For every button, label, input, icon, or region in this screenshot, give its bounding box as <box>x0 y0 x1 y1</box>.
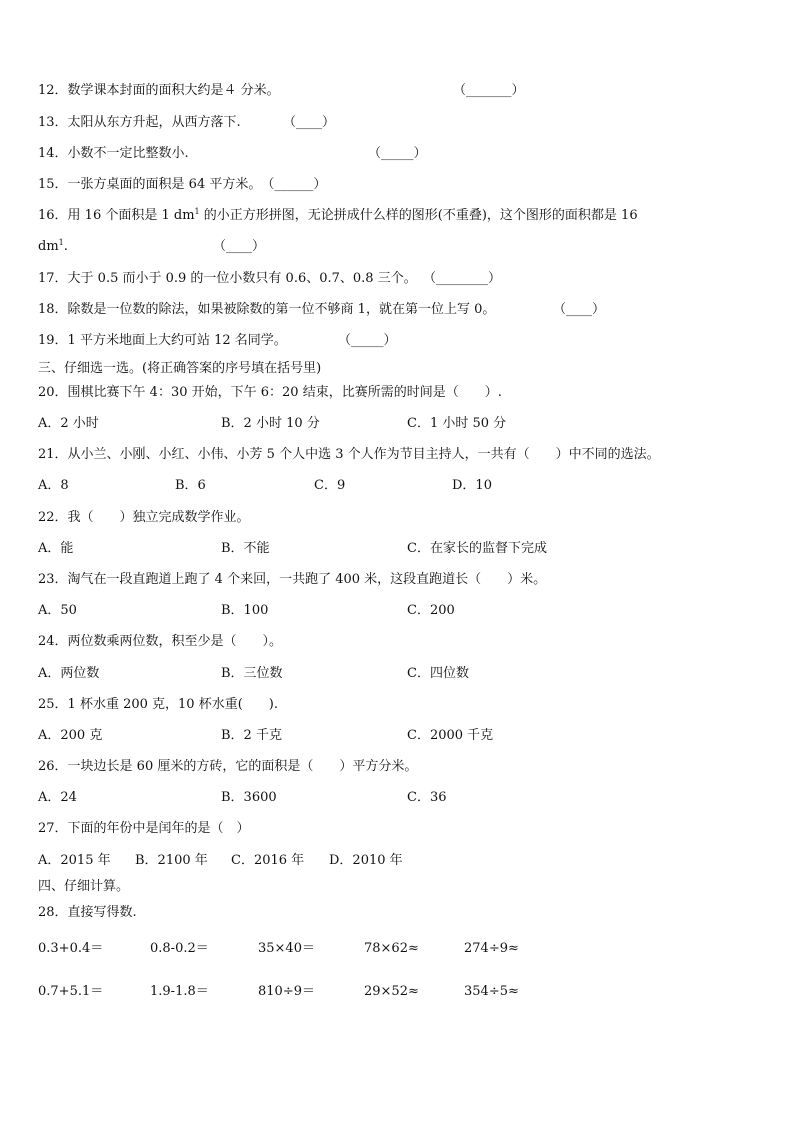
answer-blank[interactable]: （____） <box>553 302 606 317</box>
section-heading: 三、仔细选一选。(将正确答案的序号填在括号里) <box>38 361 322 376</box>
calc-row <box>38 983 758 1001</box>
calc-item: 810÷9＝ <box>258 984 315 999</box>
choice-option[interactable]: C．在家长的监督下完成 <box>407 541 547 556</box>
question-16: 16．用 16 个面积是 1 $dm^1$ 的小正方形拼图，无论拼成什么样的图形(不重叠)，这个图形的面积都是 16 <box>38 207 638 223</box>
choice-option[interactable]: B．三位数 <box>221 666 283 681</box>
choices-26 <box>38 789 758 807</box>
choice-option[interactable]: A．两位数 <box>38 666 100 681</box>
calc-item: 29×52≈ <box>364 984 419 999</box>
choice-option[interactable]: A．8 <box>38 478 69 493</box>
question-16-continued: $dm^1$. （____） <box>38 238 266 254</box>
choice-option[interactable]: A．2 小时 <box>38 416 99 431</box>
question-12: 12．数学课本封面的面积大约是４ 分米。 （_______） <box>38 83 525 98</box>
choices-23 <box>38 602 758 620</box>
calc-item: 274÷9≈ <box>464 941 519 956</box>
calc-item: 354÷5≈ <box>464 984 519 999</box>
answer-blank[interactable]: （______） <box>261 177 327 192</box>
section-heading: 四、仔细计算。 <box>38 879 130 894</box>
choice-option[interactable]: C．36 <box>407 790 447 805</box>
question-28: 28．直接写得数. <box>38 905 137 920</box>
question-23: 23．淘气在一段直跑道上跑了 4 个来回，一共跑了 400 米，这段直跑道长（ ）米。 <box>38 572 547 587</box>
question-13: 13．太阳从东方升起，从西方落下. （____） <box>38 115 336 130</box>
choice-option[interactable]: C．9 <box>314 478 346 493</box>
answer-blank[interactable]: （________） <box>423 271 502 286</box>
choices-20 <box>38 415 758 433</box>
question-27: 27．下面的年份中是闰年的是（ ） <box>38 821 250 836</box>
choice-option[interactable]: B．不能 <box>221 541 270 556</box>
choice-option[interactable]: B．6 <box>175 478 206 493</box>
choices-22 <box>38 540 758 558</box>
choices-25 <box>38 727 758 745</box>
calc-item: 1.9-1.8＝ <box>150 984 209 999</box>
choice-option[interactable]: A．24 <box>38 790 77 805</box>
question-14: 14．小数不一定比整数小. （_____） <box>38 146 427 161</box>
question-20: 20．围棋比赛下午 4：30 开始，下午 6：20 结束，比赛所需的时间是（ ）. <box>38 385 502 400</box>
choice-option[interactable]: A．200 克 <box>38 728 103 743</box>
choice-option[interactable]: A．50 <box>38 603 77 618</box>
choice-option[interactable]: C．200 <box>407 603 455 618</box>
choices-24 <box>38 665 758 683</box>
question-21: 21．从小兰、小刚、小红、小伟、小芳 5 个人中选 3 个人作为节目主持人，一共有（ ）中不同的选法。 <box>38 447 660 462</box>
question-18: 18．除数是一位数的除法，如果被除数的第一位不够商 1，就在第一位上写 0。 （____） <box>38 302 606 317</box>
question-22: 22．我（ ）独立完成数学作业。 <box>38 510 250 525</box>
choice-option[interactable]: C．四位数 <box>407 666 469 681</box>
choice-option[interactable]: B．2100 年 <box>135 853 208 868</box>
choices-27 <box>38 852 758 870</box>
choice-option[interactable]: A．能 <box>38 541 74 556</box>
answer-blank[interactable]: （_______） <box>453 83 525 98</box>
choice-option[interactable]: B．2 千克 <box>221 728 282 743</box>
calc-item: 35×40＝ <box>258 941 315 956</box>
choice-option[interactable]: C．2000 千克 <box>407 728 494 743</box>
question-17: 17．大于 0.5 而小于 0.9 的一位小数只有 0.6、0.7、0.8 三个。 （________） <box>38 271 502 286</box>
question-15: 15．一张方桌面的面积是 64 平方米。（______） <box>38 177 327 192</box>
choice-option[interactable]: B．100 <box>221 603 269 618</box>
question-19: 19．1 平方米地面上大约可站 12 名同学。 （_____） <box>38 333 397 348</box>
calc-item: 0.3+0.4＝ <box>38 941 104 956</box>
question-25: 25．1 杯水重 200 克，10 杯水重( ). <box>38 697 278 712</box>
answer-blank[interactable]: （____） <box>213 239 266 254</box>
choice-option[interactable]: B．2 小时 10 分 <box>221 416 320 431</box>
choice-option[interactable]: C．1 小时 50 分 <box>407 416 507 431</box>
answer-blank[interactable]: （_____） <box>338 333 397 348</box>
calc-row <box>38 940 758 958</box>
choice-option[interactable]: D．2010 年 <box>329 853 403 868</box>
calc-item: 0.7+5.1＝ <box>38 984 104 999</box>
choices-21 <box>38 477 758 495</box>
calc-item: 78×62≈ <box>364 941 419 956</box>
question-24: 24．两位数乘两位数，积至少是（ ）。 <box>38 634 283 649</box>
choice-option[interactable]: B．3600 <box>221 790 277 805</box>
question-26: 26．一块边长是 60 厘米的方砖，它的面积是（ ）平方分米。 <box>38 759 418 774</box>
answer-blank[interactable]: （_____） <box>368 146 427 161</box>
choice-option[interactable]: A．2015 年 <box>38 853 111 868</box>
choice-option[interactable]: C．2016 年 <box>231 853 305 868</box>
choice-option[interactable]: D．10 <box>452 478 492 493</box>
calc-item: 0.8-0.2＝ <box>150 941 209 956</box>
answer-blank[interactable]: （____） <box>283 115 336 130</box>
